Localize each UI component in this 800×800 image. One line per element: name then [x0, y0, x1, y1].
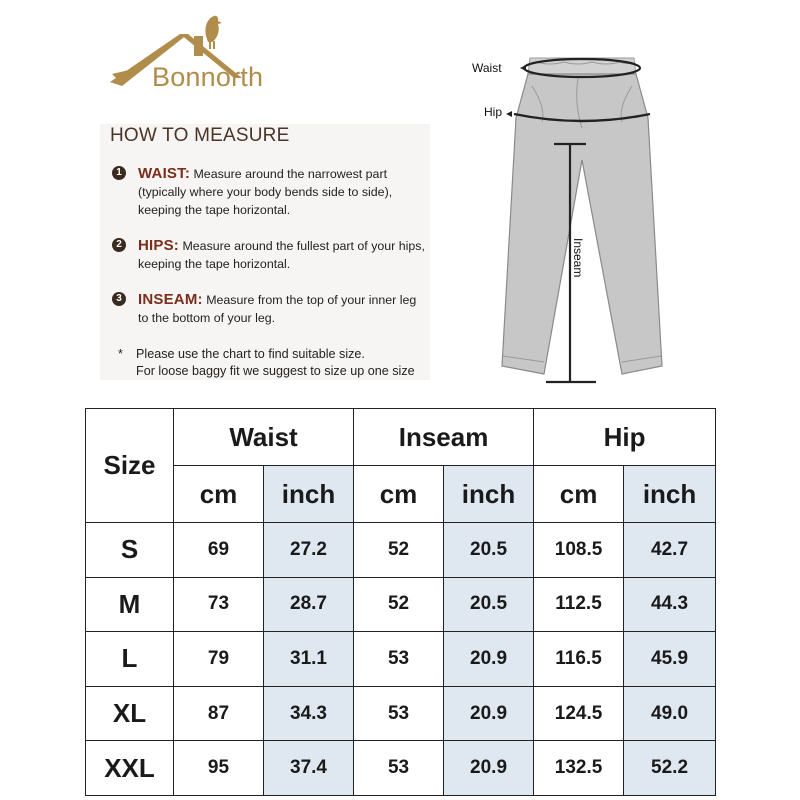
step-text: keeping the tape horizontal.: [138, 257, 291, 271]
table-row: [86, 632, 716, 687]
brand-name: Bonnorth: [152, 62, 264, 92]
guide-step-waist: [112, 165, 442, 219]
size-cell: M: [86, 577, 174, 632]
value-cell: 124.5: [534, 686, 624, 741]
value-cell: 20.9: [444, 741, 534, 796]
table-row: [86, 741, 716, 796]
value-cell: 44.3: [624, 577, 716, 632]
unit-header: cm: [354, 466, 444, 523]
value-cell: 53: [354, 686, 444, 741]
value-cell: 52: [354, 577, 444, 632]
value-cell: 79: [174, 632, 264, 687]
value-cell: 95: [174, 741, 264, 796]
value-cell: 34.3: [264, 686, 354, 741]
inseam-diagram-label: Inseam: [571, 238, 585, 278]
step-text: keeping the tape horizontal.: [138, 203, 291, 217]
value-cell: 37.4: [264, 741, 354, 796]
size-cell: L: [86, 632, 174, 687]
guide-title: HOW TO MEASURE: [110, 125, 290, 146]
value-cell: 28.7: [264, 577, 354, 632]
value-cell: 20.5: [444, 523, 534, 578]
size-note: [118, 346, 415, 380]
table-row: [86, 686, 716, 741]
hip-diagram-label: Hip: [484, 105, 503, 119]
waist-group-header: Waist: [174, 409, 354, 466]
step-text: Measure around the narrowest part: [193, 167, 388, 181]
step-label: WAIST:: [138, 165, 191, 182]
value-cell: 69: [174, 523, 264, 578]
size-cell: XL: [86, 686, 174, 741]
unit-header: inch: [444, 466, 534, 523]
value-cell: 45.9: [624, 632, 716, 687]
hip-group-header: Hip: [534, 409, 716, 466]
table-group-header-row: [86, 409, 716, 466]
step-label: INSEAM:: [138, 291, 203, 308]
step-text: (typically where your body bends side to side),: [138, 185, 393, 199]
value-cell: 116.5: [534, 632, 624, 687]
guide-step-hips: [112, 237, 442, 273]
step-number: 3: [112, 292, 126, 306]
value-cell: 31.1: [264, 632, 354, 687]
size-cell: XXL: [86, 741, 174, 796]
step-text: Measure around the fullest part of your hips,: [182, 239, 425, 253]
value-cell: 53: [354, 632, 444, 687]
size-column-header: Size: [86, 409, 174, 523]
step-number: 2: [112, 238, 126, 252]
table-row: [86, 577, 716, 632]
step-text: to the bottom of your leg.: [138, 311, 276, 325]
note-text: For loose baggy fit we suggest to size up one size: [136, 364, 415, 378]
note-star: *: [118, 347, 123, 361]
value-cell: 52.2: [624, 741, 716, 796]
table-row: [86, 523, 716, 578]
value-cell: 52: [354, 523, 444, 578]
value-cell: 73: [174, 577, 264, 632]
guide-step-inseam: [112, 291, 442, 327]
value-cell: 20.5: [444, 577, 534, 632]
value-cell: 42.7: [624, 523, 716, 578]
step-label: HIPS:: [138, 237, 180, 254]
pants-diagram: [470, 48, 700, 388]
step-text: Measure from the top of your inner leg: [206, 293, 417, 307]
value-cell: 53: [354, 741, 444, 796]
unit-header: inch: [264, 466, 354, 523]
value-cell: 108.5: [534, 523, 624, 578]
size-cell: S: [86, 523, 174, 578]
value-cell: 87: [174, 686, 264, 741]
value-cell: 20.9: [444, 632, 534, 687]
value-cell: 27.2: [264, 523, 354, 578]
inseam-group-header: Inseam: [354, 409, 534, 466]
table-unit-header-row: [86, 466, 716, 523]
size-chart-table: [85, 408, 716, 796]
value-cell: 132.5: [534, 741, 624, 796]
unit-header: cm: [534, 466, 624, 523]
value-cell: 20.9: [444, 686, 534, 741]
unit-header: inch: [624, 466, 716, 523]
value-cell: 112.5: [534, 577, 624, 632]
value-cell: 49.0: [624, 686, 716, 741]
waist-diagram-label: Waist: [472, 61, 502, 75]
note-text: Please use the chart to find suitable size.: [136, 347, 365, 361]
step-number: 1: [112, 166, 126, 180]
unit-header: cm: [174, 466, 264, 523]
